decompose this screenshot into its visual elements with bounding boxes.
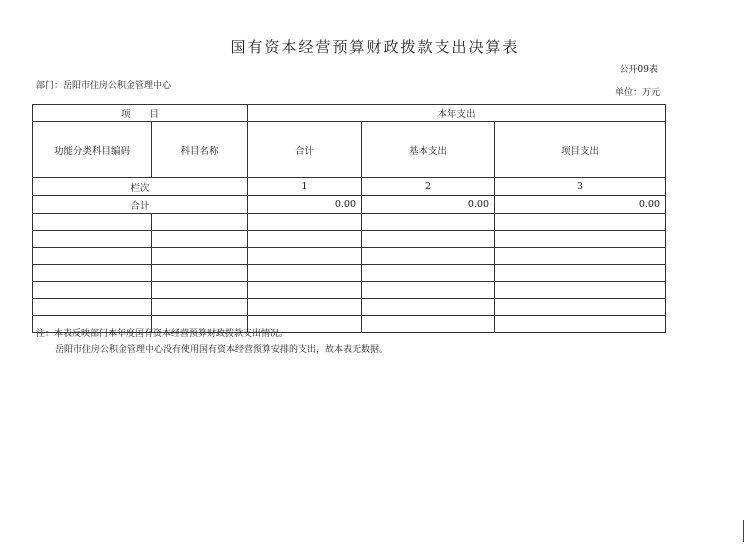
col-basic-header: 基本支出 [362, 122, 495, 178]
table-row [33, 299, 666, 316]
expenditure-table [32, 104, 666, 333]
department-label: 部门：岳阳市住房公积金管理中心 [36, 81, 172, 91]
seq-label: 栏次 [33, 178, 248, 196]
report-title: 国有资本经营预算财政拨款支出决算表 [230, 38, 520, 56]
total-label: 合计 [33, 196, 248, 214]
page-edge-mark [743, 520, 744, 542]
sequence-row [33, 178, 666, 196]
table-row [33, 214, 666, 231]
basic-total-value: 0.00 [362, 196, 495, 214]
table-row [33, 282, 666, 299]
note-line-1: 注：本表反映部门本年度国有资本经营预算财政拨款支出情况。 [36, 329, 289, 339]
col-name-header: 科目名称 [152, 122, 248, 178]
col-project-header: 项目支出 [495, 122, 666, 178]
project-total-value: 0.00 [495, 196, 666, 214]
header-current-year: 本年支出 [248, 105, 666, 122]
header-item: 项 目 [33, 105, 248, 122]
seq-2: 2 [362, 178, 495, 196]
table-row [33, 248, 666, 265]
total-row [33, 196, 666, 214]
table-subheader-row [33, 122, 666, 178]
col-total-header: 合计 [248, 122, 362, 178]
seq-1: 1 [248, 178, 362, 196]
unit-label: 单位：万元 [614, 88, 660, 98]
note-line-2: 岳阳市住房公积金管理中心没有使用国有资本经营预算安排的支出，故本表无数据。 [55, 345, 389, 355]
form-number: 公开09表 [619, 65, 658, 75]
seq-3: 3 [495, 178, 666, 196]
col-code-header: 功能分类科目编码 [33, 122, 152, 178]
table-row [33, 231, 666, 248]
total-value: 0.00 [248, 196, 362, 214]
table-header-row [33, 105, 666, 122]
table-row [33, 265, 666, 282]
